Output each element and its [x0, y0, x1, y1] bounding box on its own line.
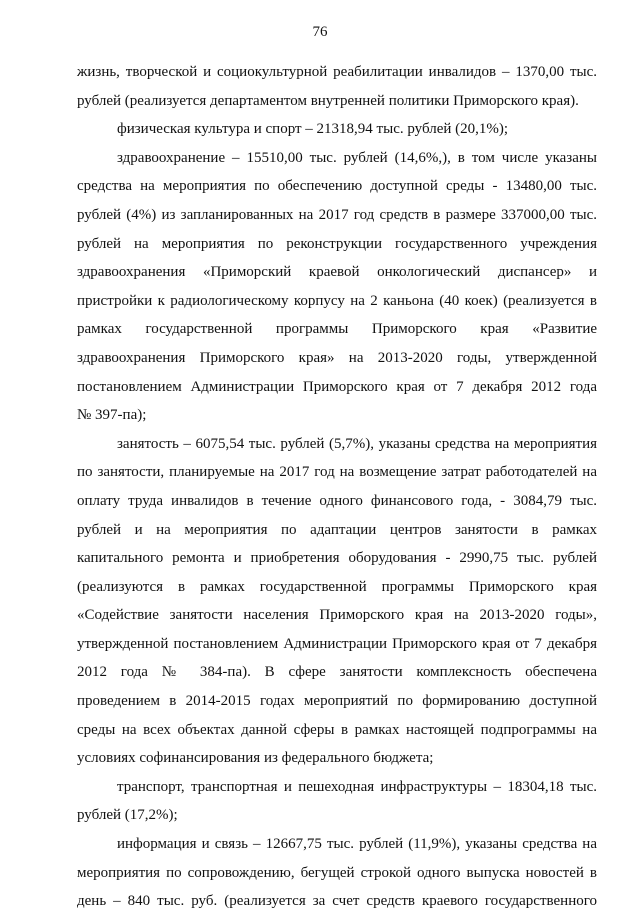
text-line: жизнь, творческой и социокультурной реабилитации инвалидов – 1370,00 тыс. [77, 64, 597, 80]
text-line: рамках государственной программы Приморского края «Развитие [77, 321, 597, 338]
text-line: № 397-па); [77, 407, 147, 424]
text-line: здравоохранение – 15510,00 тыс. рублей (14,6%,), в том числе указаны [117, 149, 597, 166]
text-line: рублей (4%) из запланированных на 2017 год средств в размере 337000,00 тыс. [77, 206, 597, 223]
text-line: пристройки к радиологическому корпусу на 2 каньона (40 коек) (реализуется в [77, 292, 597, 309]
text-line: среды на всех объектах данной сферы в рамках настоящей подпрограммы на [77, 721, 597, 738]
body-text [77, 58, 597, 916]
text-line: занятость – 6075,54 тыс. рублей (5,7%), указаны средства на мероприятия [117, 435, 597, 452]
text-line: физическая культура и спорт – 21318,94 тыс. рублей (20,1%); [117, 121, 509, 138]
text-line: постановлением Администрации Приморского края от 7 декабря 2012 года [77, 378, 597, 395]
text-line: оплату труда инвалидов в течение одного финансового года, - 3084,79 тыс. [77, 492, 597, 509]
text-line: транспорт, транспортная и пешеходная инфраструктуры – 18304,18 тыс. [117, 778, 597, 795]
text-line: рублей на мероприятия по реконструкции государственного учреждения [77, 235, 597, 252]
text-line: «Содействие занятости населения Приморского края на 2013-2020 годы», [77, 607, 597, 624]
text-line: день – 840 тыс. руб. (реализуется за счет средств краевого государственного [77, 893, 597, 910]
text-line: проведением в 2014-2015 годах мероприятий по формированию доступной [77, 693, 597, 710]
text-line: здравоохранения Приморского края» на 2013-2020 годы, утвержденной [77, 349, 597, 366]
page-number: 76 [312, 24, 328, 40]
text-line: условиях софинансирования из федерального бюджета; [77, 750, 434, 767]
text-line: рублей и на мероприятия по адаптации центров занятости в рамках [77, 521, 597, 538]
text-line: рублей (17,2%); [77, 807, 178, 824]
text-line: капитального ремонта и приобретения оборудования - 2990,75 тыс. рублей [77, 550, 597, 567]
text-line: мероприятия по сопровождению, бегущей строкой одного выпуска новостей в [77, 864, 597, 881]
text-line: утвержденной постановлением Администрации Приморского края от 7 декабря [77, 635, 597, 652]
text-line: 2012 года № 384-па). В сфере занятости комплексность обеспечена [77, 664, 597, 681]
text-line: по занятости, планируемые на 2017 год на возмещение затрат работодателей на [77, 464, 597, 481]
text-line: (реализуются в рамках государственной программы Приморского края [77, 578, 597, 595]
text-line: средства на мероприятия по обеспечению доступной среды - 13480,00 тыс. [77, 178, 597, 195]
text-line: информация и связь – 12667,75 тыс. рублей (11,9%), указаны средства на [117, 836, 597, 853]
text-line: рублей (реализуется департаментом внутренней политики Приморского края). [77, 92, 579, 109]
text-line: здравоохранения «Приморский краевой онкологический диспансер» и [77, 264, 597, 281]
